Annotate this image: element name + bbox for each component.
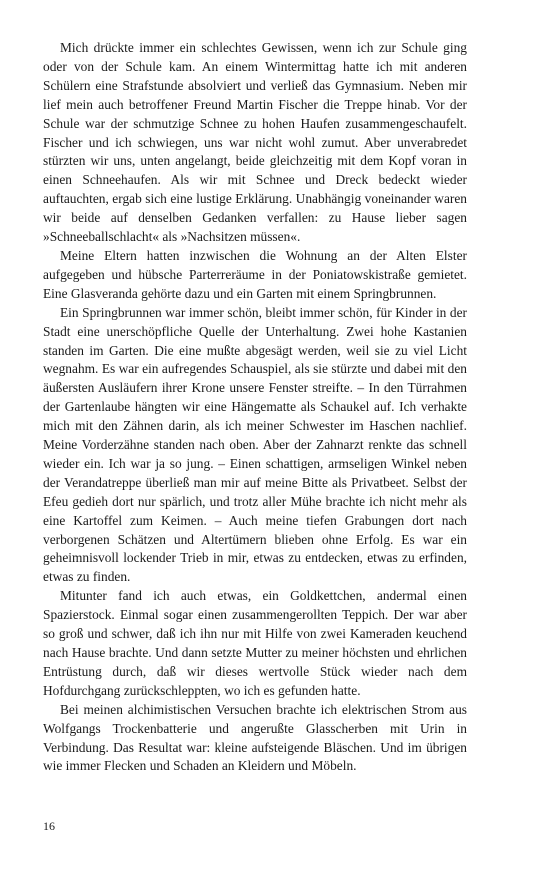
- paragraph-1: Mich drückte immer ein schlechtes Gewissen, wenn ich zur Schule ging oder von der Schule kam. An einem Wintermittag hatte ich mit anderen Schülern eine Strafstunde absolviert und verließ das Gymnasium. Neben mir lief mein auch betroffener Freund Martin Fischer die Treppe hinab. Vor der Schule war der schmutzige Schnee zu hohen Haufen zusammengeschaufelt. Fischer und ich schwiegen, uns war nicht wohl zumut. Aber unverabredet stürzten wir uns, unten angelangt, beide gleichzeitig mit dem Kopf voran in einen Schneehaufen. Als wir mit Schnee und Dreck bedeckt wieder auftauchten, ergab sich eine lustige Erklärung. Unabhängig voneinander waren wir beide auf denselben Gedanken verfallen: zu Hause lieber sagen »Schneeballschlacht« als »Nachsitzen müssen«.: [43, 40, 467, 245]
- paragraph-3: Ein Springbrunnen war immer schön, bleibt immer schön, für Kinder in der Stadt eine unerschöpfliche Quelle der Unterhaltung. Zwei hohe Kastanien standen im Garten. Die eine mußte abgesägt werden, weil sie zu viel Licht wegnahm. Es war ein aufregendes Schauspiel, als sie stürzte und dabei mit den äußersten Ausläufern ihrer Krone unsere Fenster streifte. – In den Türrahmen der Gartenlaube hängten wir eine Hängematte als Schaukel auf. Ich verhakte mich mit den Zähnen darin, als ich meiner Schwester im Haschen nachlief. Meine Vorderzähne standen nach oben. Aber der Zahnarzt renkte das schnell wieder ein. Ich war ja so jung. – Einen schattigen, armseligen Winkel neben der Verandatreppe überließ man mir auf meine Bitte als Privatbeet. Selbst der Efeu gedieh dort nur spärlich, und trotz aller Mühe brachte ich nicht mehr als eine Kartoffel zum Keimen. – Auch meine tiefen Grabungen dort nach verborgenen Schätzen und Altertümern blieben ohne Erfolg. Es war ein geheimnisvoll lockender Trieb in mir, etwas zu entdecken, etwas zu erfinden, etwas zu finden.: [43, 304, 467, 585]
- paragraph-4: Mitunter fand ich auch etwas, ein Goldkettchen, andermal einen Spazierstock. Einmal sogar einen zusammengerollten Teppich. Der war aber so groß und schwer, daß ich ihn nur mit Hilfe von zwei Kameraden keuchend nach Hause brachte. Und dann setzte Mutter zu meiner höchsten und ehrlichen Entrüstung durch, daß wir dieses wertvolle Stück wieder nach dem Hofdurchgang zurückschleppten, wo ich es gefunden hatte.: [43, 588, 467, 698]
- paragraph-2: Meine Eltern hatten inzwischen die Wohnung an der Alten Elster aufgegeben und hübsche Parterreräume in der Poniatowskistraße gemietet. Eine Glasveranda gehörte dazu und ein Garten mit einem Springbrunnen.: [43, 247, 467, 301]
- paragraph-5: Bei meinen alchimistischen Versuchen brachte ich elektrischen Strom aus Wolfgangs Trockenbatterie und angerußte Glasscherben mit Urin in Verbindung. Das Resultat war: kleine aufsteigende Bläschen. Und im übrigen wie immer Flecken und Schaden an Kleidern und Möbeln.: [43, 701, 467, 774]
- page-body: [43, 39, 467, 776]
- page-number: 16: [43, 819, 55, 833]
